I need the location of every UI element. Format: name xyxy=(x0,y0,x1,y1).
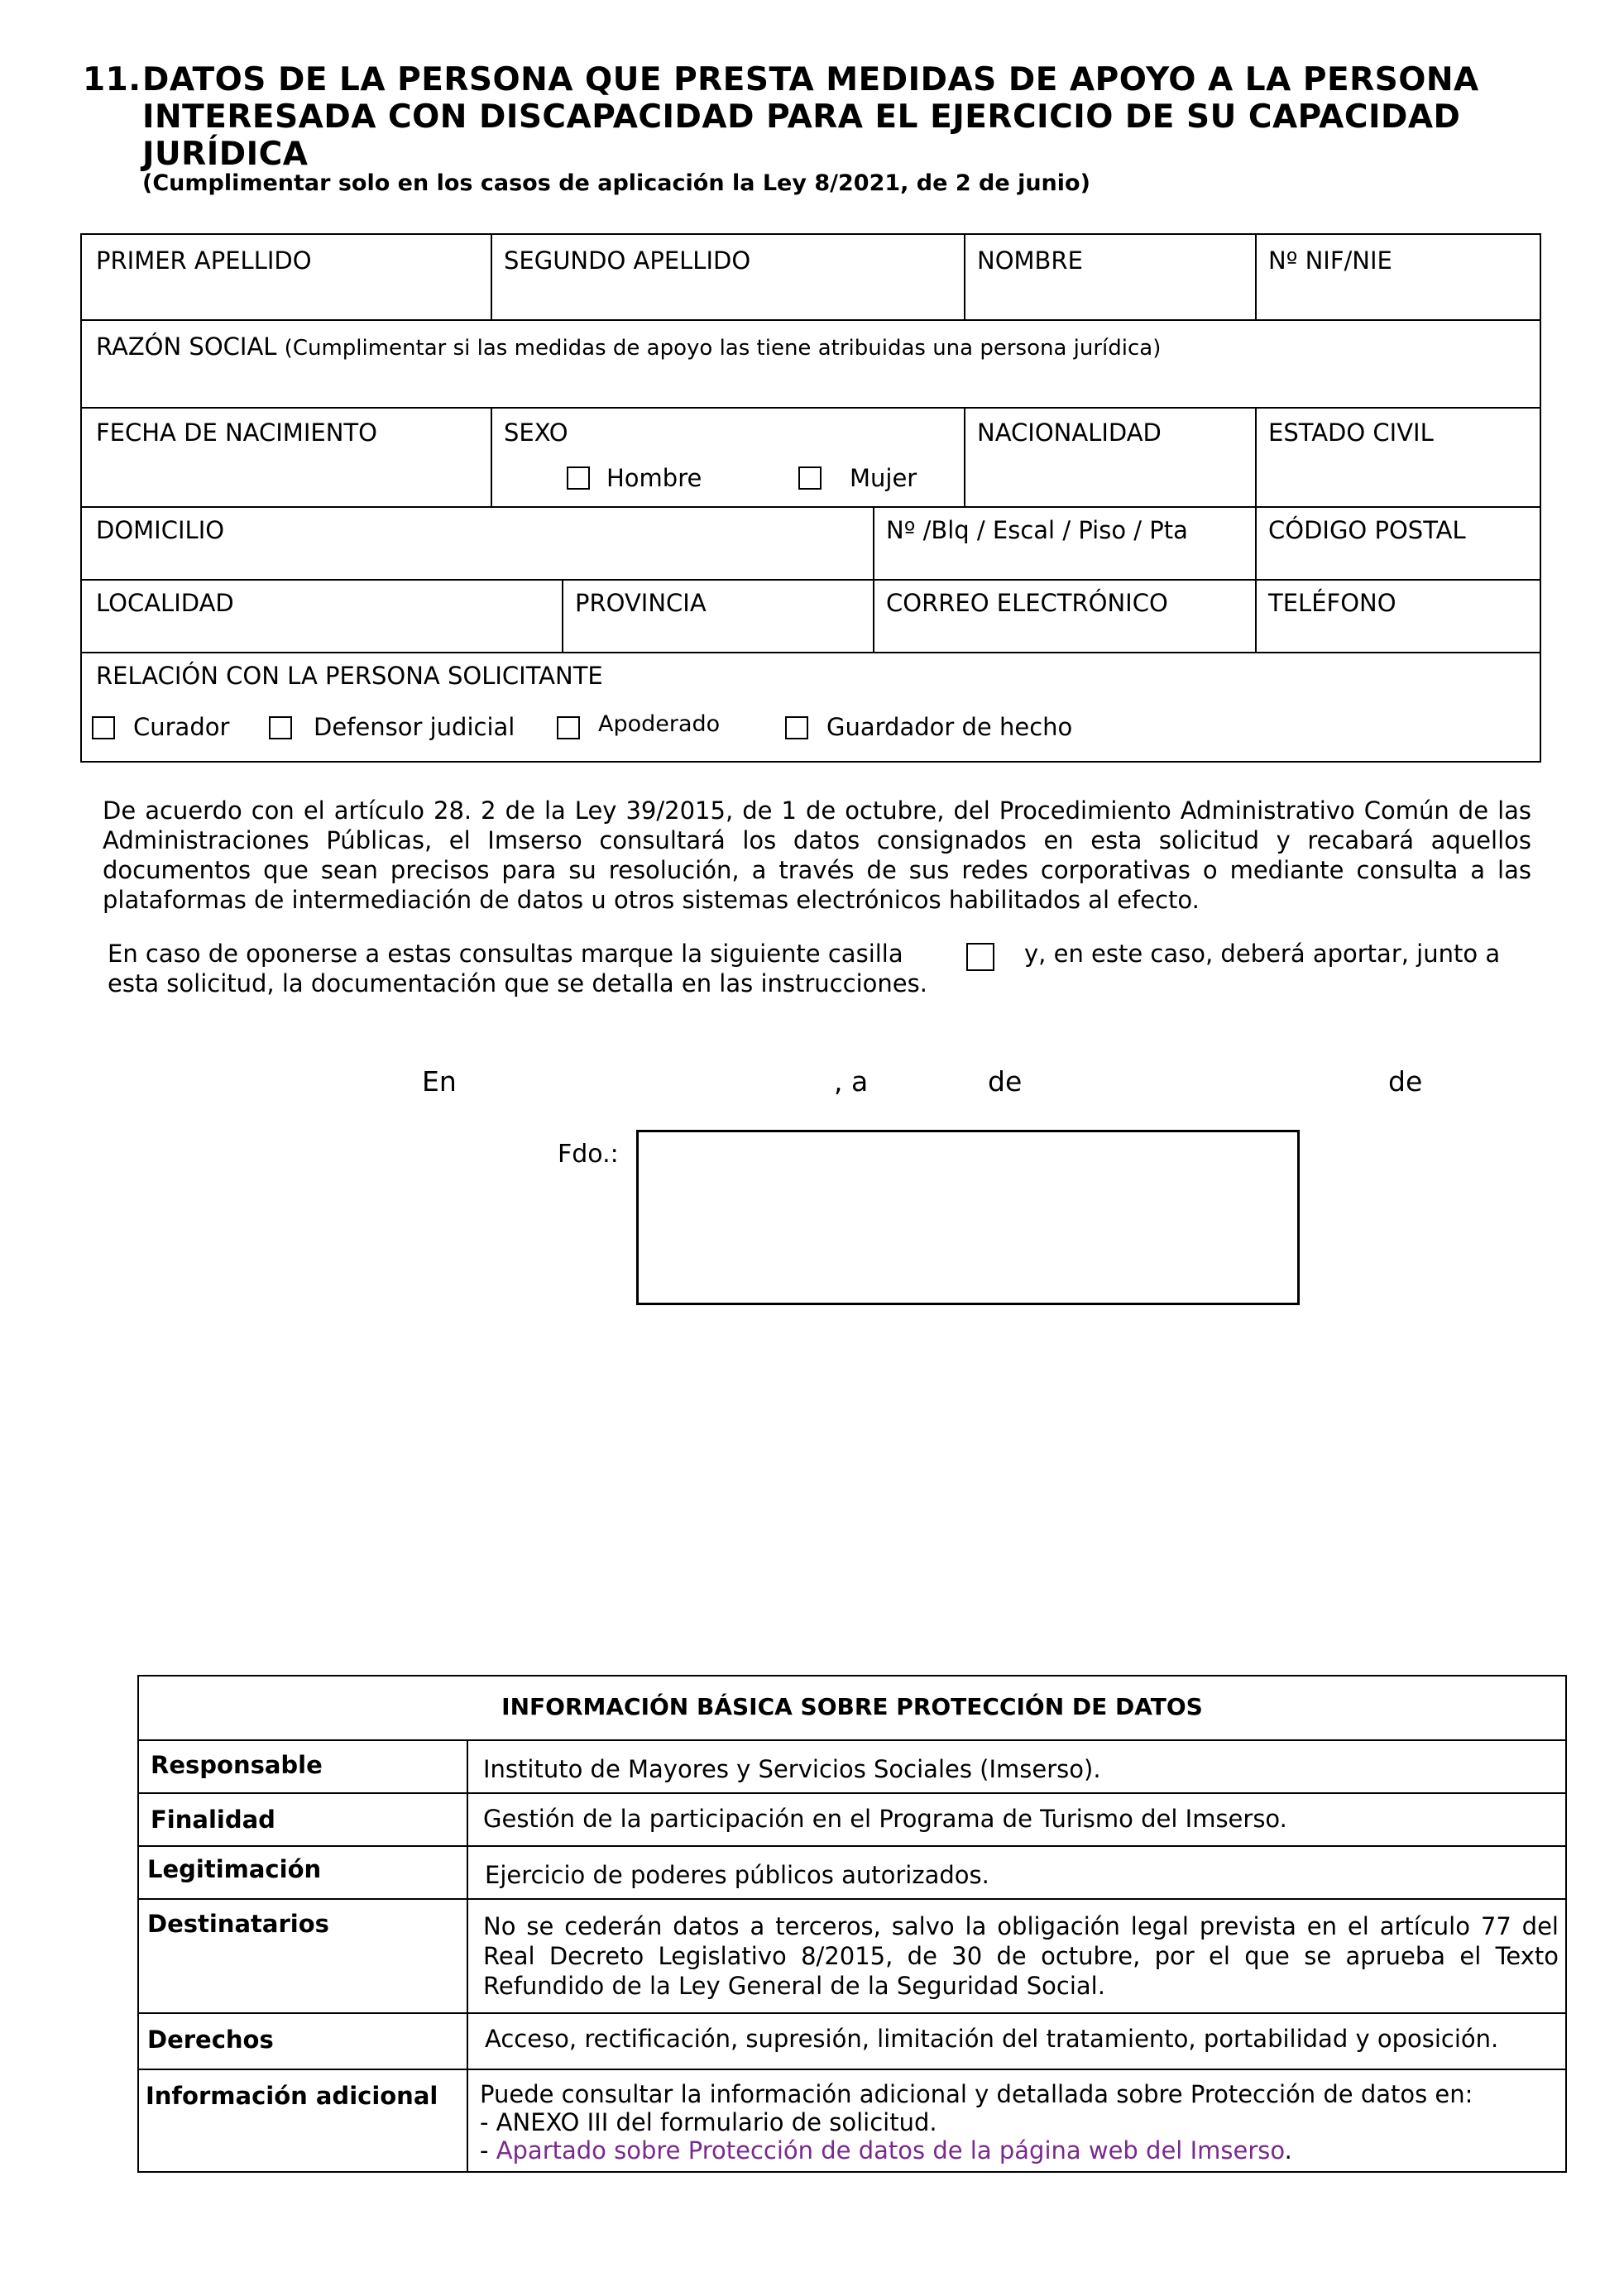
hombre-label: Hombre xyxy=(606,464,702,492)
dp-key-derechos: Derechos xyxy=(147,2026,274,2054)
correo-field[interactable]: CORREO ELECTRÓNICO xyxy=(886,589,1168,617)
row-divider xyxy=(82,506,1540,508)
mujer-label: Mujer xyxy=(850,464,917,492)
nif-field[interactable]: Nº NIF/NIE xyxy=(1268,246,1392,275)
nacionalidad-field[interactable]: NACIONALIDAD xyxy=(977,419,1162,447)
imserso-data-protection-link[interactable]: Apartado sobre Protección de datos de la página web del Imserso xyxy=(496,2136,1285,2164)
segundo-apellido-field[interactable]: SEGUNDO APELLIDO xyxy=(504,246,751,275)
provincia-field[interactable]: PROVINCIA xyxy=(575,589,707,617)
dp-value-derechos: Acceso, rectificación, supresión, limitación del tratamiento, portabilidad y oposición. xyxy=(485,2025,1499,2053)
estado-civil-field[interactable]: ESTADO CIVIL xyxy=(1268,419,1434,447)
guardador-label: Guardador de hecho xyxy=(826,713,1073,741)
dp-key-finalidad: Finalidad xyxy=(151,1806,275,1834)
oppose-text-end: esta solicitud, la documentación que se detalla en las instrucciones. xyxy=(108,969,927,997)
consent-paragraph: De acuerdo con el artículo 28. 2 de la Ley 39/2015, de 1 de octubre, del Procedimiento Administrativo Común de las Administraciones Públicas, el Imserso consultará los datos consignados en esta solicitud y recabará aquellos documentos que sean precisos para su resolución, a través de sus redes corporativas o mediante consulta a las plataformas de intermediación de datos u otros sistemas electrónicos habilitados al efecto. xyxy=(103,796,1531,914)
info-adicional-web xyxy=(480,2136,1473,2164)
relacion-label: RELACIÓN CON LA PERSONA SOLICITANTE xyxy=(96,662,603,690)
section-title: DATOS DE LA PERSONA QUE PRESTA MEDIDAS DE APOYO A LA PERSONA INTERESADA CON DISCAPACIDAD PARA EL EJERCICIO DE SU CAPACIDAD JURÍDICA xyxy=(142,61,1479,173)
month-label: de xyxy=(988,1065,1023,1098)
info-adicional-annex: - ANEXO III del formulario de solicitud. xyxy=(480,2108,937,2136)
section-number: 11. xyxy=(83,61,141,98)
dp-key-responsable: Responsable xyxy=(151,1751,323,1779)
dp-value-finalidad: Gestión de la participación en el Programa de Turismo del Imserso. xyxy=(483,1805,1287,1833)
col-divider xyxy=(1255,506,1257,579)
oppose-checkbox[interactable] xyxy=(966,943,994,971)
col-divider xyxy=(964,407,965,506)
section-subtitle: (Cumplimentar solo en los casos de aplicación la Ley 8/2021, de 2 de junio) xyxy=(142,170,1090,196)
col-divider xyxy=(964,235,965,319)
dp-key-legitimacion: Legitimación xyxy=(147,1855,322,1883)
oppose-text: En caso de oponerse a estas consultas marque la siguiente casilla xyxy=(108,940,903,968)
razon-social-field[interactable] xyxy=(96,332,1161,361)
fecha-nacimiento-field[interactable]: FECHA DE NACIMIENTO xyxy=(96,419,377,447)
col-divider xyxy=(1255,579,1257,652)
row-divider xyxy=(82,579,1540,581)
defensor-label: Defensor judicial xyxy=(314,713,515,741)
codigo-postal-field[interactable]: CÓDIGO POSTAL xyxy=(1268,516,1466,544)
col-divider xyxy=(467,1739,468,2171)
col-divider xyxy=(562,579,563,652)
razon-social-label: RAZÓN SOCIAL xyxy=(96,332,277,361)
day-label: , a xyxy=(834,1065,869,1098)
dp-value-legitimacion: Ejercicio de poderes públicos autorizados. xyxy=(485,1861,989,1889)
place-label: En xyxy=(422,1065,457,1098)
col-divider xyxy=(491,235,492,319)
row-divider xyxy=(139,2012,1565,2014)
year-label: de xyxy=(1388,1065,1423,1098)
col-divider xyxy=(873,506,874,579)
row-divider xyxy=(139,1898,1565,1900)
signature-label: Fdo.: xyxy=(558,1140,619,1169)
dp-key-info-adicional: Información adicional xyxy=(146,2082,438,2110)
period: . xyxy=(1284,2136,1292,2164)
curador-label: Curador xyxy=(133,713,230,741)
row-divider xyxy=(139,1739,1565,1741)
info-adicional-intro: Puede consultar la información adicional y detallada sobre Protección de datos en: xyxy=(480,2080,1473,2108)
data-protection-title: INFORMACIÓN BÁSICA SOBRE PROTECCIÓN DE DATOS xyxy=(501,1693,1203,1720)
data-protection-table xyxy=(137,1675,1567,2173)
row-divider xyxy=(82,319,1540,321)
dp-value-info-adicional xyxy=(480,2080,1473,2164)
dash: - xyxy=(480,2136,496,2164)
defensor-checkbox[interactable] xyxy=(269,716,292,739)
nombre-field[interactable]: NOMBRE xyxy=(977,246,1083,275)
row-divider xyxy=(139,1792,1565,1794)
col-divider xyxy=(1255,235,1257,319)
dp-key-destinatarios: Destinatarios xyxy=(147,1910,329,1938)
razon-social-note: (Cumplimentar si las medidas de apoyo las tiene atribuidas una persona jurídica) xyxy=(284,336,1162,361)
col-divider xyxy=(873,579,874,652)
num-blq-field[interactable]: Nº /Blq / Escal / Piso / Pta xyxy=(886,516,1188,544)
person-data-form xyxy=(80,233,1541,763)
dp-value-destinatarios: No se cederán datos a terceros, salvo la obligación legal prevista en el artículo 77 del Real Decreto Legislativo 8/2015, de 30 de octubre, por el que se aprueba el Texto Refundido de la Ley General de la Seguridad Social. xyxy=(483,1912,1559,2000)
hombre-checkbox[interactable] xyxy=(567,466,590,490)
mujer-checkbox[interactable] xyxy=(798,466,822,490)
domicilio-field[interactable]: DOMICILIO xyxy=(96,516,225,544)
apoderado-checkbox[interactable] xyxy=(557,716,580,739)
signature-box[interactable] xyxy=(636,1130,1300,1305)
curador-checkbox[interactable] xyxy=(92,716,115,739)
col-divider xyxy=(491,407,492,506)
telefono-field[interactable]: TELÉFONO xyxy=(1268,589,1396,617)
oppose-text-continued: y, en este caso, deberá aportar, junto a xyxy=(1024,940,1501,968)
dp-value-responsable: Instituto de Mayores y Servicios Sociales (Imserso). xyxy=(483,1755,1101,1783)
localidad-field[interactable]: LOCALIDAD xyxy=(96,589,234,617)
row-divider xyxy=(82,652,1540,653)
sexo-label: SEXO xyxy=(504,419,568,447)
guardador-checkbox[interactable] xyxy=(785,716,808,739)
primer-apellido-field[interactable]: PRIMER APELLIDO xyxy=(96,246,312,275)
row-divider xyxy=(139,2069,1565,2070)
row-divider xyxy=(82,407,1540,409)
apoderado-label: Apoderado xyxy=(598,711,721,737)
row-divider xyxy=(139,1845,1565,1847)
col-divider xyxy=(1255,407,1257,506)
